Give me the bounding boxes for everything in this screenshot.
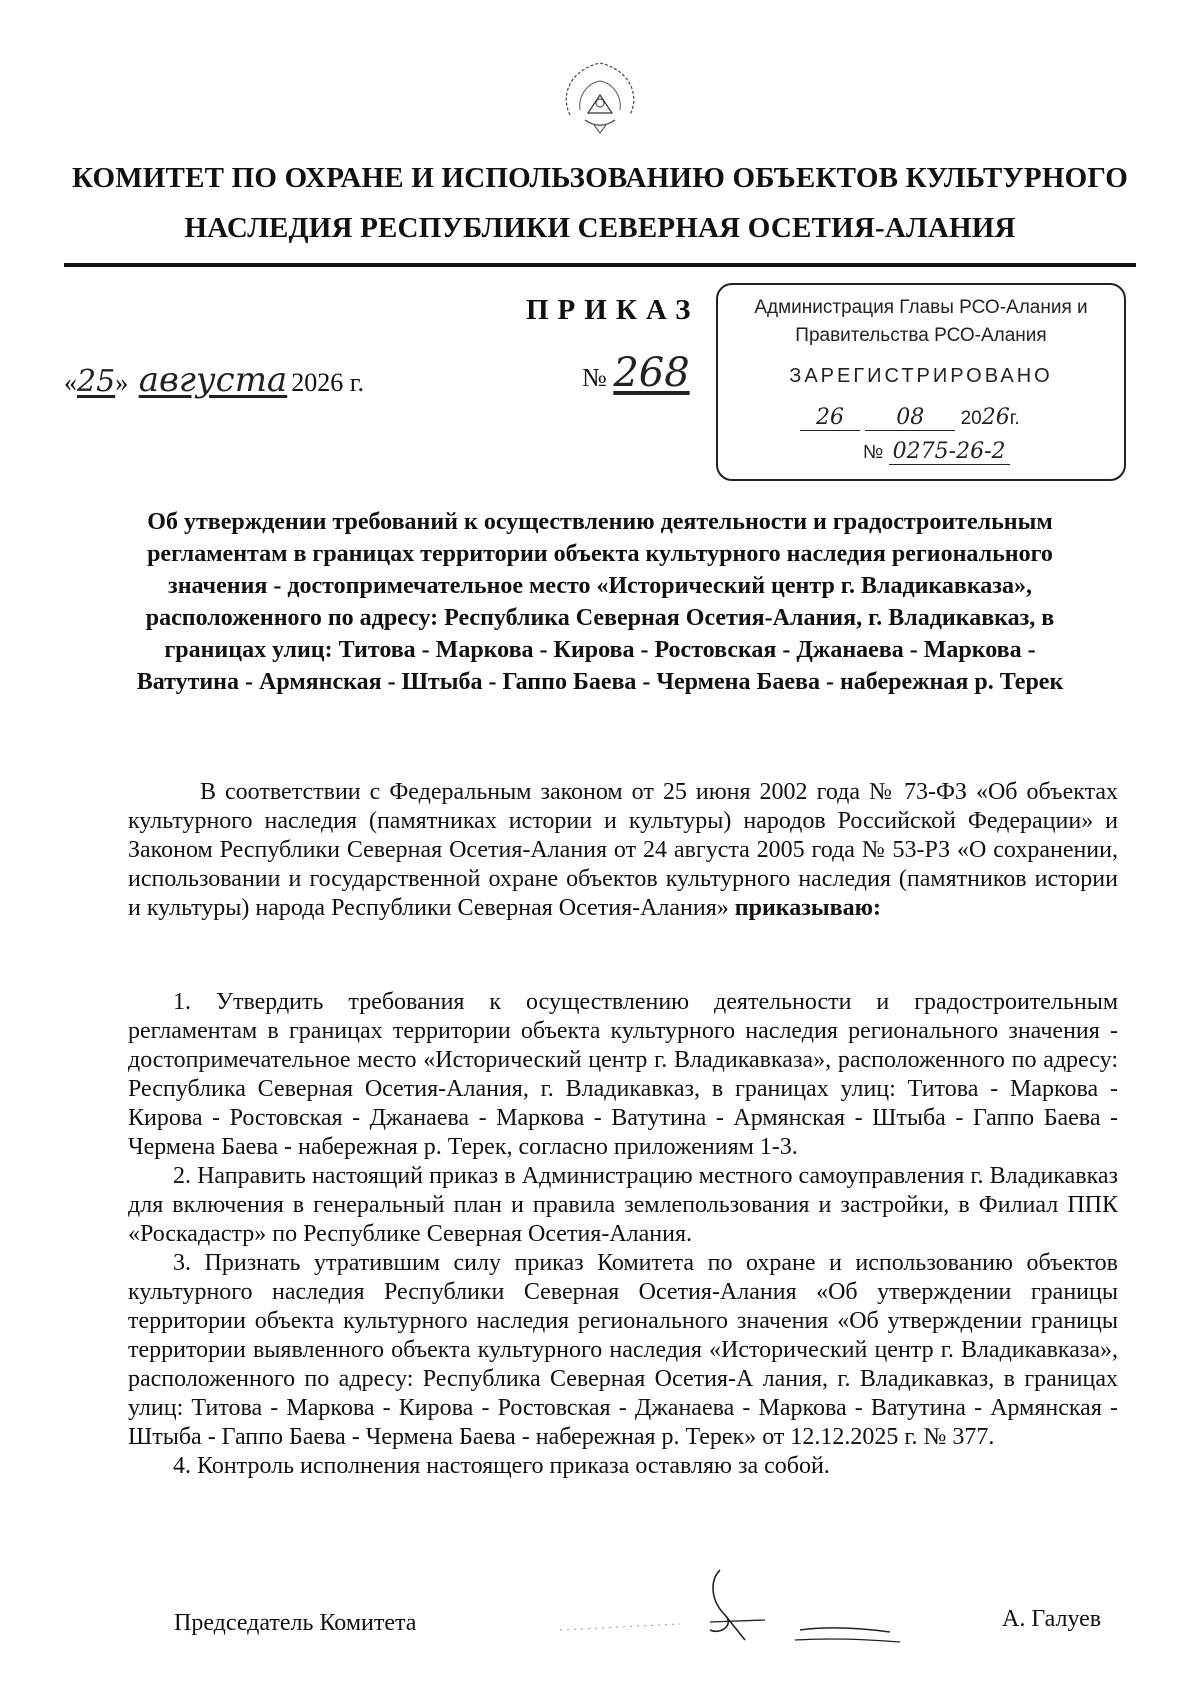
- date-day-handwritten: 25: [77, 364, 116, 399]
- stamp-date-year-unit: г.: [1009, 408, 1020, 429]
- order-date: [64, 360, 364, 400]
- order-item-1: 1. Утвердить требования к осуществлению деятельности и градостроительным регламентам в границах территории объекта культурного наследия регионального значения - достопримечательное место «Исторический центр г. Владикавказа», расположенного по адресу: Республика Северная Осетия-Алания, г. Владикавказ, в границах улиц: Титова - Маркова - Кирова - Ростовская - Джанаева - Маркова - Ватутина - Армянская - Штыба - Гаппо Баева - Чермена Баева - набережная р. Терек, согласно приложениям 1-3.: [128, 989, 1118, 1160]
- signatory-role: Председатель Комитета: [174, 1610, 417, 1636]
- preamble-text: В соответствии с Федеральным законом от 25 июня 2002 года № 73-ФЗ «Об объектах культурного наследия (памятниках истории и культуры) народов Российской Федерации» и Законом Республики Северная Осетия-Алания от 24 августа 2005 года № 53-РЗ «О сохранении, использовании и государственной охране объектов культурного наследия (памятников истории и культуры) народа Республики Северная Осетия-Алания»: [128, 779, 1118, 921]
- order-item-2: 2. Направить настоящий приказ в Администрацию местного самоуправления г. Владикавказ для включения в генеральный план и правила землепользования и застройки, в Филиал ППК «Роскадастр» по Республике Северная Осетия-Алания.: [128, 1163, 1118, 1247]
- org-title-line1: КОМИТЕТ ПО ОХРАНЕ И ИСПОЛЬЗОВАНИЮ ОБЪЕКТОВ КУЛЬТУРНОГО: [71, 162, 1129, 194]
- org-title-line2: НАСЛЕДИЯ РЕСПУБЛИКИ СЕВЕРНАЯ ОСЕТИЯ-АЛАНИЯ: [184, 212, 1016, 244]
- order-item-4: 4. Контроль исполнения настоящего приказа оставляю за собой.: [173, 1453, 830, 1479]
- registration-stamp: [716, 283, 1126, 481]
- handwritten-signature: [560, 1560, 940, 1660]
- order-number-handwritten: 268: [613, 350, 690, 396]
- stamp-number: [863, 439, 1010, 464]
- signatory-name: А. Галуев: [1002, 1606, 1102, 1632]
- stamp-date-year-suffix: 26: [981, 405, 1010, 430]
- decree-word: приказываю:: [734, 895, 881, 921]
- stamp-date: [800, 405, 1020, 431]
- coat-of-arms-icon: [550, 55, 650, 140]
- order-number: [582, 350, 690, 396]
- stamp-number-handwritten: 0275-26-2: [889, 439, 1010, 465]
- order-item-3: 3. Признать утратившим силу приказ Комитета по охране и использованию объектов культурного наследия Республики Северная Осетия-Алания «Об утверждении границы территории объекта культурного наследия регионального значения «Об утверждении границы территории выявленного объекта культурного наследия «Исторический центр г. Владикавказа», расположенного по адресу: Республика Северная Осетия-А лания, г. Владикавказ, в границах улиц: Титова - Маркова - Кирова - Ростовская - Джанаева - Маркова - Ватутина - Армянская - Штыба - Гаппо Баева - Чермена Баева - набережная р. Терек» от 12.12.2025 г. № 377.: [128, 1250, 1118, 1450]
- date-open-quote: «: [64, 368, 77, 397]
- date-year: 2026 г.: [291, 368, 364, 397]
- order-items: [128, 988, 1118, 1481]
- stamp-registered: ЗАРЕГИСТРИРОВАНО: [789, 365, 1053, 387]
- number-sign: №: [582, 363, 607, 392]
- stamp-number-sign: №: [863, 442, 884, 463]
- stamp-date-day: 26: [800, 405, 860, 431]
- stamp-line2: Правительства РСО-Алания: [795, 325, 1047, 346]
- header-divider: [64, 263, 1136, 267]
- stamp-date-year-prefix: 20: [960, 408, 982, 429]
- date-month-handwritten: августа: [138, 360, 288, 400]
- date-close-quote: »: [115, 368, 129, 397]
- order-title: ПРИКАЗ: [526, 294, 700, 326]
- stamp-line1: Администрация Главы РСО-Алания и: [754, 297, 1088, 318]
- preamble: [128, 778, 1118, 923]
- order-subject: Об утверждении требований к осуществлению деятельности и градостроительным регламентам в границах территории объекта культурного наследия регионального значения - достопримечательное место «Исторический центр г. Владикавказа», расположенного по адресу: Республика Северная Осетия-Алания, г. Владикавказ, в границах улиц: Титова - Маркова - Кирова - Ростовская - Джанаева - Маркова - Ватутина - Армянская - Штыба - Гаппо Баева - Чермена Баева - набережная р. Терек: [136, 509, 1064, 695]
- stamp-date-month: 08: [865, 405, 955, 431]
